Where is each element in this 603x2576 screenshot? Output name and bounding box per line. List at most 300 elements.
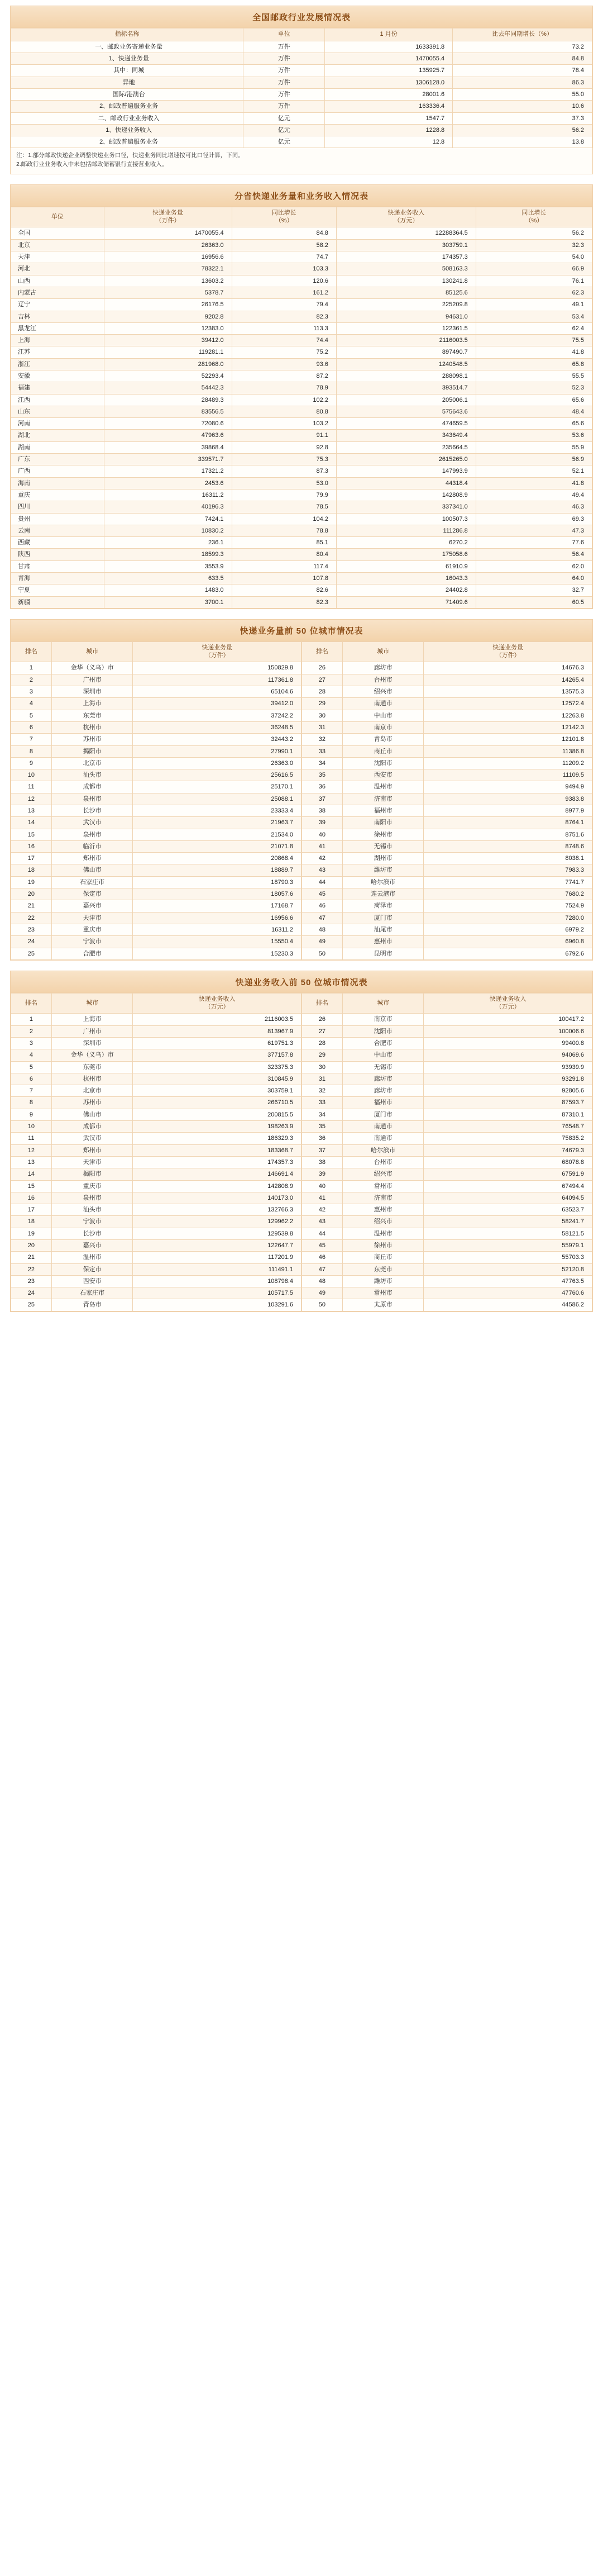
table-cell: 78322.1 bbox=[104, 263, 232, 275]
table-cell: 161.2 bbox=[232, 287, 336, 298]
table-cell: 21963.7 bbox=[133, 817, 302, 829]
table-row bbox=[302, 1299, 592, 1311]
table-cell: 142808.9 bbox=[133, 1180, 302, 1192]
table-cell: 一、邮政业务寄递业务量 bbox=[11, 41, 243, 53]
table-cell: 合肥市 bbox=[51, 948, 133, 959]
table-cell: 49.1 bbox=[476, 299, 592, 311]
table-row bbox=[11, 430, 592, 441]
table-cell: 西安市 bbox=[342, 769, 424, 781]
table-row bbox=[11, 513, 592, 525]
table-cell: 103.2 bbox=[232, 418, 336, 430]
table-cell: 10.6 bbox=[453, 101, 592, 112]
table-row bbox=[11, 465, 592, 477]
table-cell: 19 bbox=[11, 1228, 52, 1239]
table-cell: 55.5 bbox=[476, 370, 592, 382]
table-cell: 亿元 bbox=[243, 112, 325, 124]
table-row bbox=[11, 489, 592, 501]
table-row bbox=[11, 65, 592, 77]
table-row bbox=[11, 1299, 302, 1311]
table-row bbox=[302, 781, 592, 793]
table-row bbox=[11, 263, 592, 275]
table-row bbox=[302, 817, 592, 829]
table-cell: 佛山市 bbox=[51, 1109, 133, 1120]
table-cell: 廊坊市 bbox=[342, 1085, 424, 1097]
table-cell: 53.6 bbox=[476, 430, 592, 441]
table-cell: 全国 bbox=[11, 227, 104, 239]
table-cell: 14 bbox=[11, 817, 52, 829]
table-cell: 40 bbox=[302, 829, 343, 840]
table-cell: 107.8 bbox=[232, 573, 336, 584]
national-table-card bbox=[10, 6, 593, 174]
table-row bbox=[11, 1037, 302, 1049]
table-cell: 13575.3 bbox=[424, 686, 592, 698]
table-row bbox=[11, 1049, 302, 1061]
table-cell: 62.4 bbox=[476, 322, 592, 334]
table-cell: 87593.7 bbox=[424, 1097, 592, 1109]
col-revenue-growth: 同比增长 （%） bbox=[476, 207, 592, 227]
table-row bbox=[302, 888, 592, 900]
table-cell: 3 bbox=[11, 1037, 52, 1049]
table-cell: 56.4 bbox=[476, 549, 592, 560]
table-cell: 北京市 bbox=[51, 757, 133, 769]
table-row bbox=[11, 1025, 302, 1037]
table-cell: 47 bbox=[302, 1263, 343, 1275]
table-cell: 汕头市 bbox=[51, 1204, 133, 1216]
table-cell: 34 bbox=[302, 757, 343, 769]
table-cell: 厦门市 bbox=[342, 1109, 424, 1120]
table-row bbox=[11, 1228, 302, 1239]
table-row bbox=[302, 1204, 592, 1216]
table-cell: 24 bbox=[11, 936, 52, 948]
table-cell: 31 bbox=[302, 721, 343, 733]
col-city-right: 城市 bbox=[342, 641, 424, 662]
col-indicator: 指标名称 bbox=[11, 28, 243, 41]
table-cell: 南通市 bbox=[342, 698, 424, 710]
table-cell: 万件 bbox=[243, 65, 325, 77]
table-cell: 174357.3 bbox=[133, 1156, 302, 1168]
table-cell: 19 bbox=[11, 876, 52, 888]
table-cell: 新疆 bbox=[11, 596, 104, 608]
table-cell: 78.4 bbox=[453, 65, 592, 77]
table-cell: 93939.9 bbox=[424, 1061, 592, 1073]
table-cell: 30 bbox=[302, 1061, 343, 1073]
table-cell: 39 bbox=[302, 817, 343, 829]
table-cell: 78.9 bbox=[232, 382, 336, 394]
table-row bbox=[302, 1263, 592, 1275]
table-cell: 东莞市 bbox=[51, 710, 133, 721]
table-cell: 49 bbox=[302, 1287, 343, 1299]
table-cell: 郑州市 bbox=[51, 853, 133, 864]
table-row bbox=[302, 1168, 592, 1180]
table-cell: 其中：同城 bbox=[11, 65, 243, 77]
table-cell: 44586.2 bbox=[424, 1299, 592, 1311]
table-row bbox=[11, 1061, 302, 1073]
table-cell: 惠州市 bbox=[342, 1204, 424, 1216]
table-cell: 28001.6 bbox=[325, 88, 453, 100]
table-cell: 深圳市 bbox=[51, 686, 133, 698]
table-row bbox=[11, 876, 302, 888]
table-cell: 宁波市 bbox=[51, 936, 133, 948]
revenue-left-head bbox=[11, 993, 302, 1014]
table-cell: 18599.3 bbox=[104, 549, 232, 560]
table-row bbox=[11, 1109, 302, 1120]
table-cell: 16311.2 bbox=[133, 924, 302, 935]
table-row bbox=[302, 1097, 592, 1109]
table-cell: 万件 bbox=[243, 41, 325, 53]
table-cell: 万件 bbox=[243, 77, 325, 88]
table-cell: 25088.1 bbox=[133, 793, 302, 805]
table-cell: 无锡市 bbox=[342, 840, 424, 852]
table-cell: 哈尔滨市 bbox=[342, 1144, 424, 1156]
table-cell: 1633391.8 bbox=[325, 41, 453, 53]
table-cell: 40 bbox=[302, 1180, 343, 1192]
table-cell: 87.3 bbox=[232, 465, 336, 477]
province-table bbox=[11, 207, 592, 609]
table-row bbox=[302, 769, 592, 781]
table-cell: 87310.1 bbox=[424, 1109, 592, 1120]
table-cell: 福州市 bbox=[342, 1097, 424, 1109]
table-cell: 天津市 bbox=[51, 1156, 133, 1168]
table-cell: 56.9 bbox=[476, 454, 592, 465]
table-cell: 42 bbox=[302, 853, 343, 864]
table-row bbox=[11, 1085, 302, 1097]
table-cell: 宁波市 bbox=[51, 1216, 133, 1228]
table-row bbox=[302, 805, 592, 816]
table-cell: 潍坊市 bbox=[342, 864, 424, 876]
table-cell: 河北 bbox=[11, 263, 104, 275]
table-cell: 11386.8 bbox=[424, 745, 592, 757]
table-row bbox=[11, 936, 302, 948]
table-cell: 沈阳市 bbox=[342, 757, 424, 769]
table-cell: 1547.7 bbox=[325, 112, 453, 124]
table-cell: 21 bbox=[11, 1252, 52, 1263]
col-volume-growth: 同比增长 （%） bbox=[232, 207, 336, 227]
table-cell: 41 bbox=[302, 1192, 343, 1204]
table-cell: 14676.3 bbox=[424, 662, 592, 674]
table-row bbox=[302, 686, 592, 698]
revenue-top50-table-left bbox=[11, 993, 302, 1311]
table-cell: 无锡市 bbox=[342, 1061, 424, 1073]
table-cell: 武汉市 bbox=[51, 1133, 133, 1144]
table-cell: 25170.1 bbox=[133, 781, 302, 793]
table-cell: 常州市 bbox=[342, 1287, 424, 1299]
table-cell: 10 bbox=[11, 769, 52, 781]
table-cell: 53.0 bbox=[232, 477, 336, 489]
table-cell: 泉州市 bbox=[51, 1192, 133, 1204]
table-cell: 147993.9 bbox=[336, 465, 476, 477]
table-cell: 29 bbox=[302, 1049, 343, 1061]
volume-top50-table-right bbox=[302, 641, 592, 960]
table-cell: 徐州市 bbox=[342, 829, 424, 840]
table-cell: 18790.3 bbox=[133, 876, 302, 888]
table-cell: 27 bbox=[302, 674, 343, 686]
table-cell: 86.3 bbox=[453, 77, 592, 88]
table-cell: 4 bbox=[11, 698, 52, 710]
table-cell: 36 bbox=[302, 781, 343, 793]
table-cell: 11109.5 bbox=[424, 769, 592, 781]
table-cell: 44318.4 bbox=[336, 477, 476, 489]
table-cell: 6270.2 bbox=[336, 537, 476, 549]
table-cell: 44 bbox=[302, 1228, 343, 1239]
table-cell: 79.9 bbox=[232, 489, 336, 501]
table-cell: 99400.8 bbox=[424, 1037, 592, 1049]
table-cell: 安徽 bbox=[11, 370, 104, 382]
national-table-head bbox=[11, 28, 592, 41]
table-row bbox=[11, 721, 302, 733]
table-cell: 泉州市 bbox=[51, 793, 133, 805]
table-cell: 江西 bbox=[11, 394, 104, 406]
volume-right-header-row bbox=[302, 641, 592, 662]
table-cell: 67591.9 bbox=[424, 1168, 592, 1180]
table-row bbox=[11, 394, 592, 406]
table-cell: 225209.8 bbox=[336, 299, 476, 311]
table-cell: 53.4 bbox=[476, 311, 592, 322]
table-cell: 15 bbox=[11, 829, 52, 840]
table-cell: 55979.1 bbox=[424, 1239, 592, 1251]
table-cell: 35 bbox=[302, 769, 343, 781]
table-cell: 潍坊市 bbox=[342, 1275, 424, 1287]
table-cell: 508163.3 bbox=[336, 263, 476, 275]
table-row bbox=[302, 698, 592, 710]
table-cell: 重庆市 bbox=[51, 924, 133, 935]
table-cell: 14 bbox=[11, 1168, 52, 1180]
table-cell: 万件 bbox=[243, 101, 325, 112]
table-cell: 163336.4 bbox=[325, 101, 453, 112]
table-row bbox=[11, 1144, 302, 1156]
table-cell: 52293.4 bbox=[104, 370, 232, 382]
table-cell: 82.6 bbox=[232, 584, 336, 596]
table-cell: 38 bbox=[302, 1156, 343, 1168]
table-cell: 56.2 bbox=[453, 124, 592, 136]
table-cell: 79.4 bbox=[232, 299, 336, 311]
table-cell: 64094.5 bbox=[424, 1192, 592, 1204]
table-cell: 7741.7 bbox=[424, 876, 592, 888]
table-row bbox=[11, 769, 302, 781]
table-cell: 65.6 bbox=[476, 394, 592, 406]
table-cell: 34 bbox=[302, 1109, 343, 1120]
table-cell: 西安市 bbox=[51, 1275, 133, 1287]
table-row bbox=[11, 1263, 302, 1275]
table-cell: 58241.7 bbox=[424, 1216, 592, 1228]
revenue-left-body bbox=[11, 1014, 302, 1311]
table-cell: 52.3 bbox=[476, 382, 592, 394]
table-cell: 6 bbox=[11, 1073, 52, 1085]
province-table-head bbox=[11, 207, 592, 227]
table-row bbox=[11, 1180, 302, 1192]
table-cell: 北京市 bbox=[51, 1085, 133, 1097]
table-cell: 142808.9 bbox=[336, 489, 476, 501]
table-cell: 广西 bbox=[11, 465, 104, 477]
table-row bbox=[11, 1014, 302, 1025]
table-cell: 二、邮政行业业务收入 bbox=[11, 112, 243, 124]
province-table-card bbox=[10, 184, 593, 609]
table-cell: 广州市 bbox=[51, 1025, 133, 1037]
table-cell: 49 bbox=[302, 936, 343, 948]
table-cell: 87.2 bbox=[232, 370, 336, 382]
table-cell: 沈阳市 bbox=[342, 1025, 424, 1037]
table-cell: 35 bbox=[302, 1121, 343, 1133]
table-cell: 56.2 bbox=[476, 227, 592, 239]
table-cell: 16311.2 bbox=[104, 489, 232, 501]
table-cell: 27 bbox=[302, 1025, 343, 1037]
table-cell: 36 bbox=[302, 1133, 343, 1144]
table-cell: 105717.5 bbox=[133, 1287, 302, 1299]
table-row bbox=[11, 1192, 302, 1204]
table-cell: 18 bbox=[11, 1216, 52, 1228]
table-cell: 84.8 bbox=[232, 227, 336, 239]
table-cell: 78.8 bbox=[232, 525, 336, 536]
table-row bbox=[11, 924, 302, 935]
table-cell: 菏泽市 bbox=[342, 900, 424, 912]
table-cell: 1306128.0 bbox=[325, 77, 453, 88]
table-cell: 47.3 bbox=[476, 525, 592, 536]
table-row bbox=[302, 710, 592, 721]
table-cell: 60.5 bbox=[476, 596, 592, 608]
table-cell: 47963.6 bbox=[104, 430, 232, 441]
table-cell: 47 bbox=[302, 912, 343, 924]
table-cell: 78.5 bbox=[232, 501, 336, 513]
table-cell: 186329.3 bbox=[133, 1133, 302, 1144]
table-cell: 保定市 bbox=[51, 1263, 133, 1275]
table-cell: 绍兴市 bbox=[342, 1168, 424, 1180]
table-row bbox=[11, 124, 592, 136]
table-cell: 129962.2 bbox=[133, 1216, 302, 1228]
volume-top50-title: 快递业务量前 50 位城市情况表 bbox=[11, 620, 592, 641]
table-cell: 16956.6 bbox=[104, 251, 232, 263]
table-cell: 天津市 bbox=[51, 912, 133, 924]
table-cell: 65.6 bbox=[476, 418, 592, 430]
table-cell: 2615265.0 bbox=[336, 454, 476, 465]
table-cell: 5 bbox=[11, 710, 52, 721]
table-cell: 323375.3 bbox=[133, 1061, 302, 1073]
table-cell: 廊坊市 bbox=[342, 662, 424, 674]
table-cell: 甘肃 bbox=[11, 560, 104, 572]
table-cell: 619751.3 bbox=[133, 1037, 302, 1049]
table-cell: 武汉市 bbox=[51, 817, 133, 829]
table-cell: 金华（义乌）市 bbox=[51, 662, 133, 674]
table-cell: 南通市 bbox=[342, 1121, 424, 1133]
table-cell: 6 bbox=[11, 721, 52, 733]
table-cell: 15 bbox=[11, 1180, 52, 1192]
table-row bbox=[302, 734, 592, 745]
table-cell: 77.6 bbox=[476, 537, 592, 549]
table-cell: 13.8 bbox=[453, 136, 592, 148]
table-cell: 104.2 bbox=[232, 513, 336, 525]
table-cell: 21534.0 bbox=[133, 829, 302, 840]
table-row bbox=[302, 1156, 592, 1168]
table-row bbox=[11, 710, 302, 721]
table-cell: 12101.8 bbox=[424, 734, 592, 745]
table-cell: 303759.1 bbox=[336, 239, 476, 251]
table-cell: 150829.8 bbox=[133, 662, 302, 674]
table-cell: 商丘市 bbox=[342, 745, 424, 757]
table-row bbox=[302, 936, 592, 948]
table-row bbox=[302, 662, 592, 674]
table-cell: 31 bbox=[302, 1073, 343, 1085]
table-cell: 7280.0 bbox=[424, 912, 592, 924]
table-cell: 38 bbox=[302, 805, 343, 816]
table-cell: 15550.4 bbox=[133, 936, 302, 948]
table-cell: 62.0 bbox=[476, 560, 592, 572]
table-cell: 47763.5 bbox=[424, 1275, 592, 1287]
table-row bbox=[302, 1061, 592, 1073]
revenue-top50-title: 快递业务收入前 50 位城市情况表 bbox=[11, 971, 592, 993]
table-cell: 7 bbox=[11, 734, 52, 745]
table-cell: 633.5 bbox=[104, 573, 232, 584]
table-cell: 天津 bbox=[11, 251, 104, 263]
table-row bbox=[302, 757, 592, 769]
national-table-notes bbox=[11, 148, 592, 174]
table-cell: 万件 bbox=[243, 88, 325, 100]
table-cell: 14265.4 bbox=[424, 674, 592, 686]
table-cell: 26 bbox=[302, 662, 343, 674]
table-cell: 100417.2 bbox=[424, 1014, 592, 1025]
table-cell: 24 bbox=[11, 1287, 52, 1299]
table-row bbox=[11, 1239, 302, 1251]
table-cell: 41 bbox=[302, 840, 343, 852]
table-row bbox=[302, 674, 592, 686]
table-cell: 33 bbox=[302, 1097, 343, 1109]
table-row bbox=[302, 900, 592, 912]
table-row bbox=[302, 924, 592, 935]
table-cell: 27990.1 bbox=[133, 745, 302, 757]
table-row bbox=[302, 1275, 592, 1287]
table-cell: 175058.6 bbox=[336, 549, 476, 560]
volume-top50-table-left bbox=[11, 641, 302, 960]
table-cell: 1、快递业务收入 bbox=[11, 124, 243, 136]
table-cell: 25616.5 bbox=[133, 769, 302, 781]
table-cell: 10830.2 bbox=[104, 525, 232, 536]
table-row bbox=[302, 912, 592, 924]
table-cell: 亿元 bbox=[243, 124, 325, 136]
table-cell: 深圳市 bbox=[51, 1037, 133, 1049]
table-cell: 40196.3 bbox=[104, 501, 232, 513]
table-cell: 吉林 bbox=[11, 311, 104, 322]
table-cell: 32 bbox=[302, 734, 343, 745]
table-cell: 上海市 bbox=[51, 1014, 133, 1025]
table-row bbox=[11, 239, 592, 251]
table-row bbox=[302, 853, 592, 864]
table-row bbox=[11, 1133, 302, 1144]
table-cell: 52120.8 bbox=[424, 1263, 592, 1275]
table-cell: 5 bbox=[11, 1061, 52, 1073]
table-row bbox=[11, 584, 592, 596]
table-cell: 82.3 bbox=[232, 311, 336, 322]
table-cell: 湖州市 bbox=[342, 853, 424, 864]
table-cell: 郑州市 bbox=[51, 1144, 133, 1156]
table-cell: 16 bbox=[11, 840, 52, 852]
table-cell: 台州市 bbox=[342, 1156, 424, 1168]
table-row bbox=[302, 745, 592, 757]
table-cell: 43 bbox=[302, 864, 343, 876]
table-cell: 金华（义乌）市 bbox=[51, 1049, 133, 1061]
table-cell: 26363.0 bbox=[104, 239, 232, 251]
table-row bbox=[302, 1287, 592, 1299]
revenue-left-header-row bbox=[11, 993, 302, 1014]
table-cell: 33 bbox=[302, 745, 343, 757]
table-cell: 474659.5 bbox=[336, 418, 476, 430]
table-row bbox=[11, 734, 302, 745]
table-cell: 12288364.5 bbox=[336, 227, 476, 239]
table-cell: 36248.5 bbox=[133, 721, 302, 733]
national-table bbox=[11, 28, 592, 148]
table-cell: 6979.2 bbox=[424, 924, 592, 935]
table-row bbox=[11, 358, 592, 370]
table-cell: 四川 bbox=[11, 501, 104, 513]
table-cell: 揭阳市 bbox=[51, 1168, 133, 1180]
table-cell: 84.8 bbox=[453, 53, 592, 65]
table-row bbox=[11, 573, 592, 584]
